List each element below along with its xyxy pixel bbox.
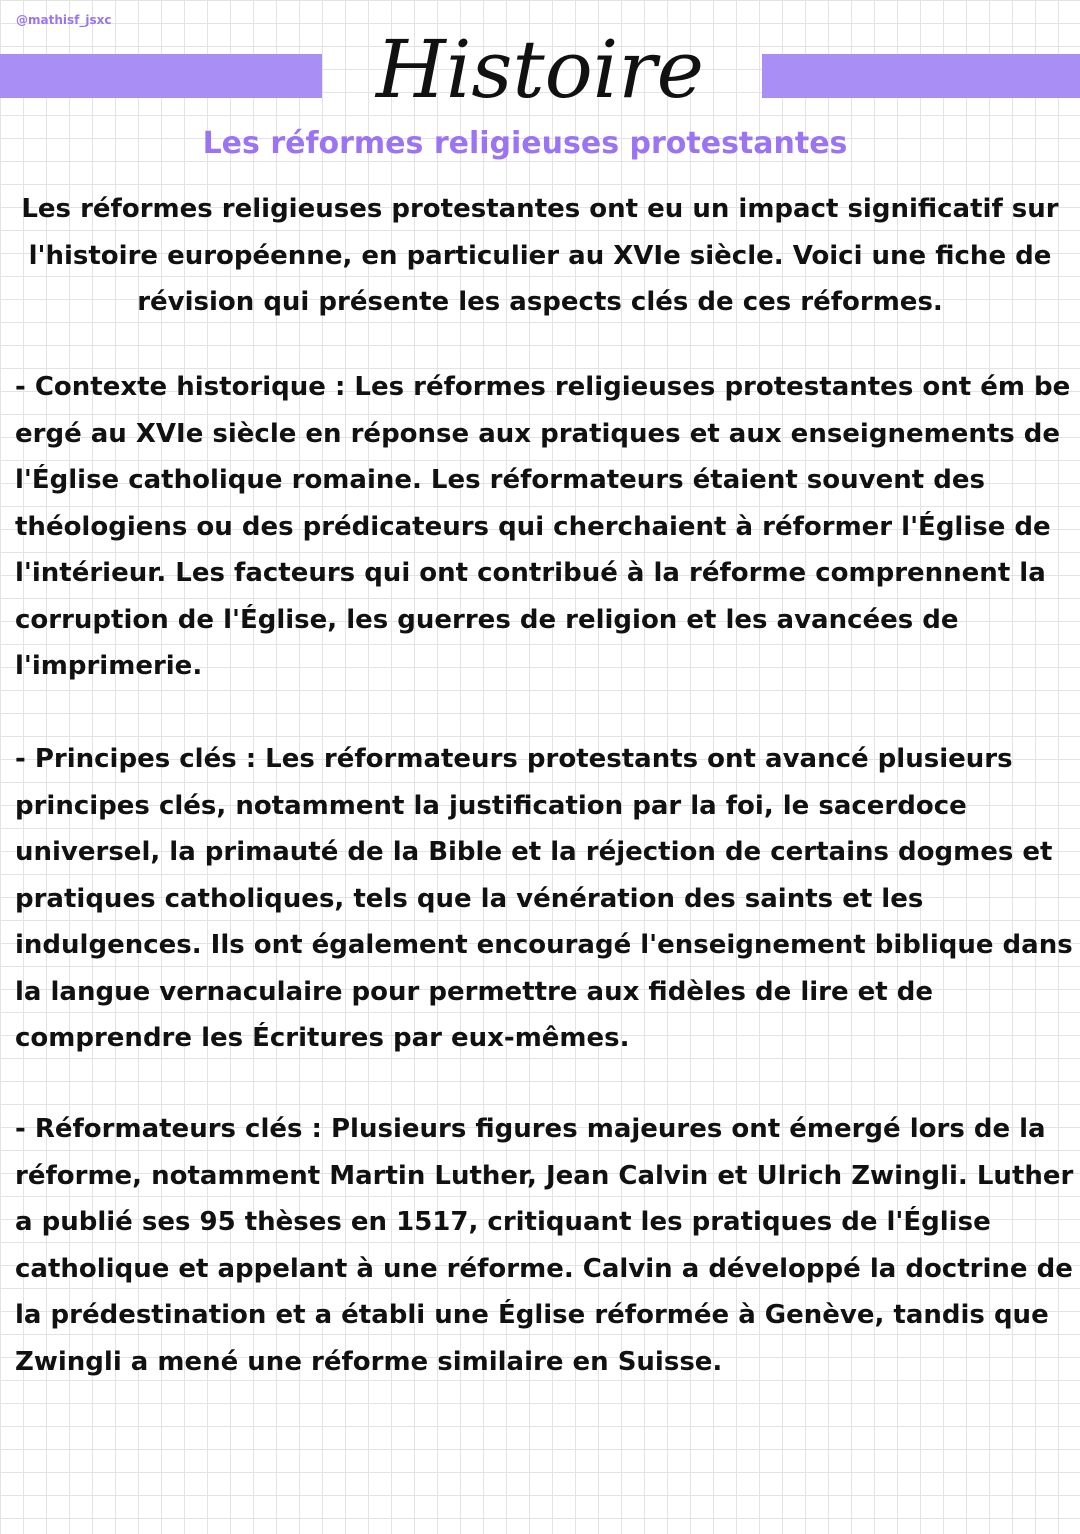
intro-paragraph: Les réformes religieuses protestantes ont eu un impact significatif sur l'histoire européenne, en particulier au XVIe siècle. Voici une fiche de révision qui présente les aspects clés de ces réformes. xyxy=(21,194,1059,317)
page-title: Histoire xyxy=(376,23,704,116)
watermark: @mathisf_jsxc xyxy=(16,13,112,27)
section-principes-cles: - Principes clés : Les réformateurs protestants ont avancé plusieurs principes clés, notamment la justification par la foi, le sacerdoce universel, la primauté de la Bible et la réjection de certains dogmes et pratiques catholiques, tels que la vénération des saints et les indulgences. Ils ont également encouragé l'enseignement biblique dans la langue vernaculaire pour permettre aux fidèles de lire et de comprendre les Écritures par eux-mêmes. xyxy=(15,744,1073,1053)
page-subtitle: Les réformes religieuses protestantes xyxy=(202,126,848,161)
section-reformateurs-cles: - Réformateurs clés : Plusieurs figures majeures ont émergé lors de la réforme, notamment Martin Luther, Jean Calvin et Ulrich Zwingli. Luther a publié ses 95 thèses en 1517, critiquant les pratiques de l'Église catholique et appelant à une réforme. Calvin a développé la doctrine de la prédestination et a établi une Église réformée à Genève, tandis que Zwingli a mené une réforme similaire en Suisse. xyxy=(15,1114,1074,1377)
section-contexte-historique: - Contexte historique : Les réformes religieuses protestantes ont ém be ergé au XVIe siècle en réponse aux pratiques et aux enseignements de l'Église catholique romaine. Les réformateurs étaient souvent des théologiens ou des prédicateurs qui cherchaient à réformer l'Église de l'intérieur. Les facteurs qui ont contribué à la réforme comprennent la corruption de l'Église, les guerres de religion et les avancées de l'imprimerie. xyxy=(15,372,1071,681)
